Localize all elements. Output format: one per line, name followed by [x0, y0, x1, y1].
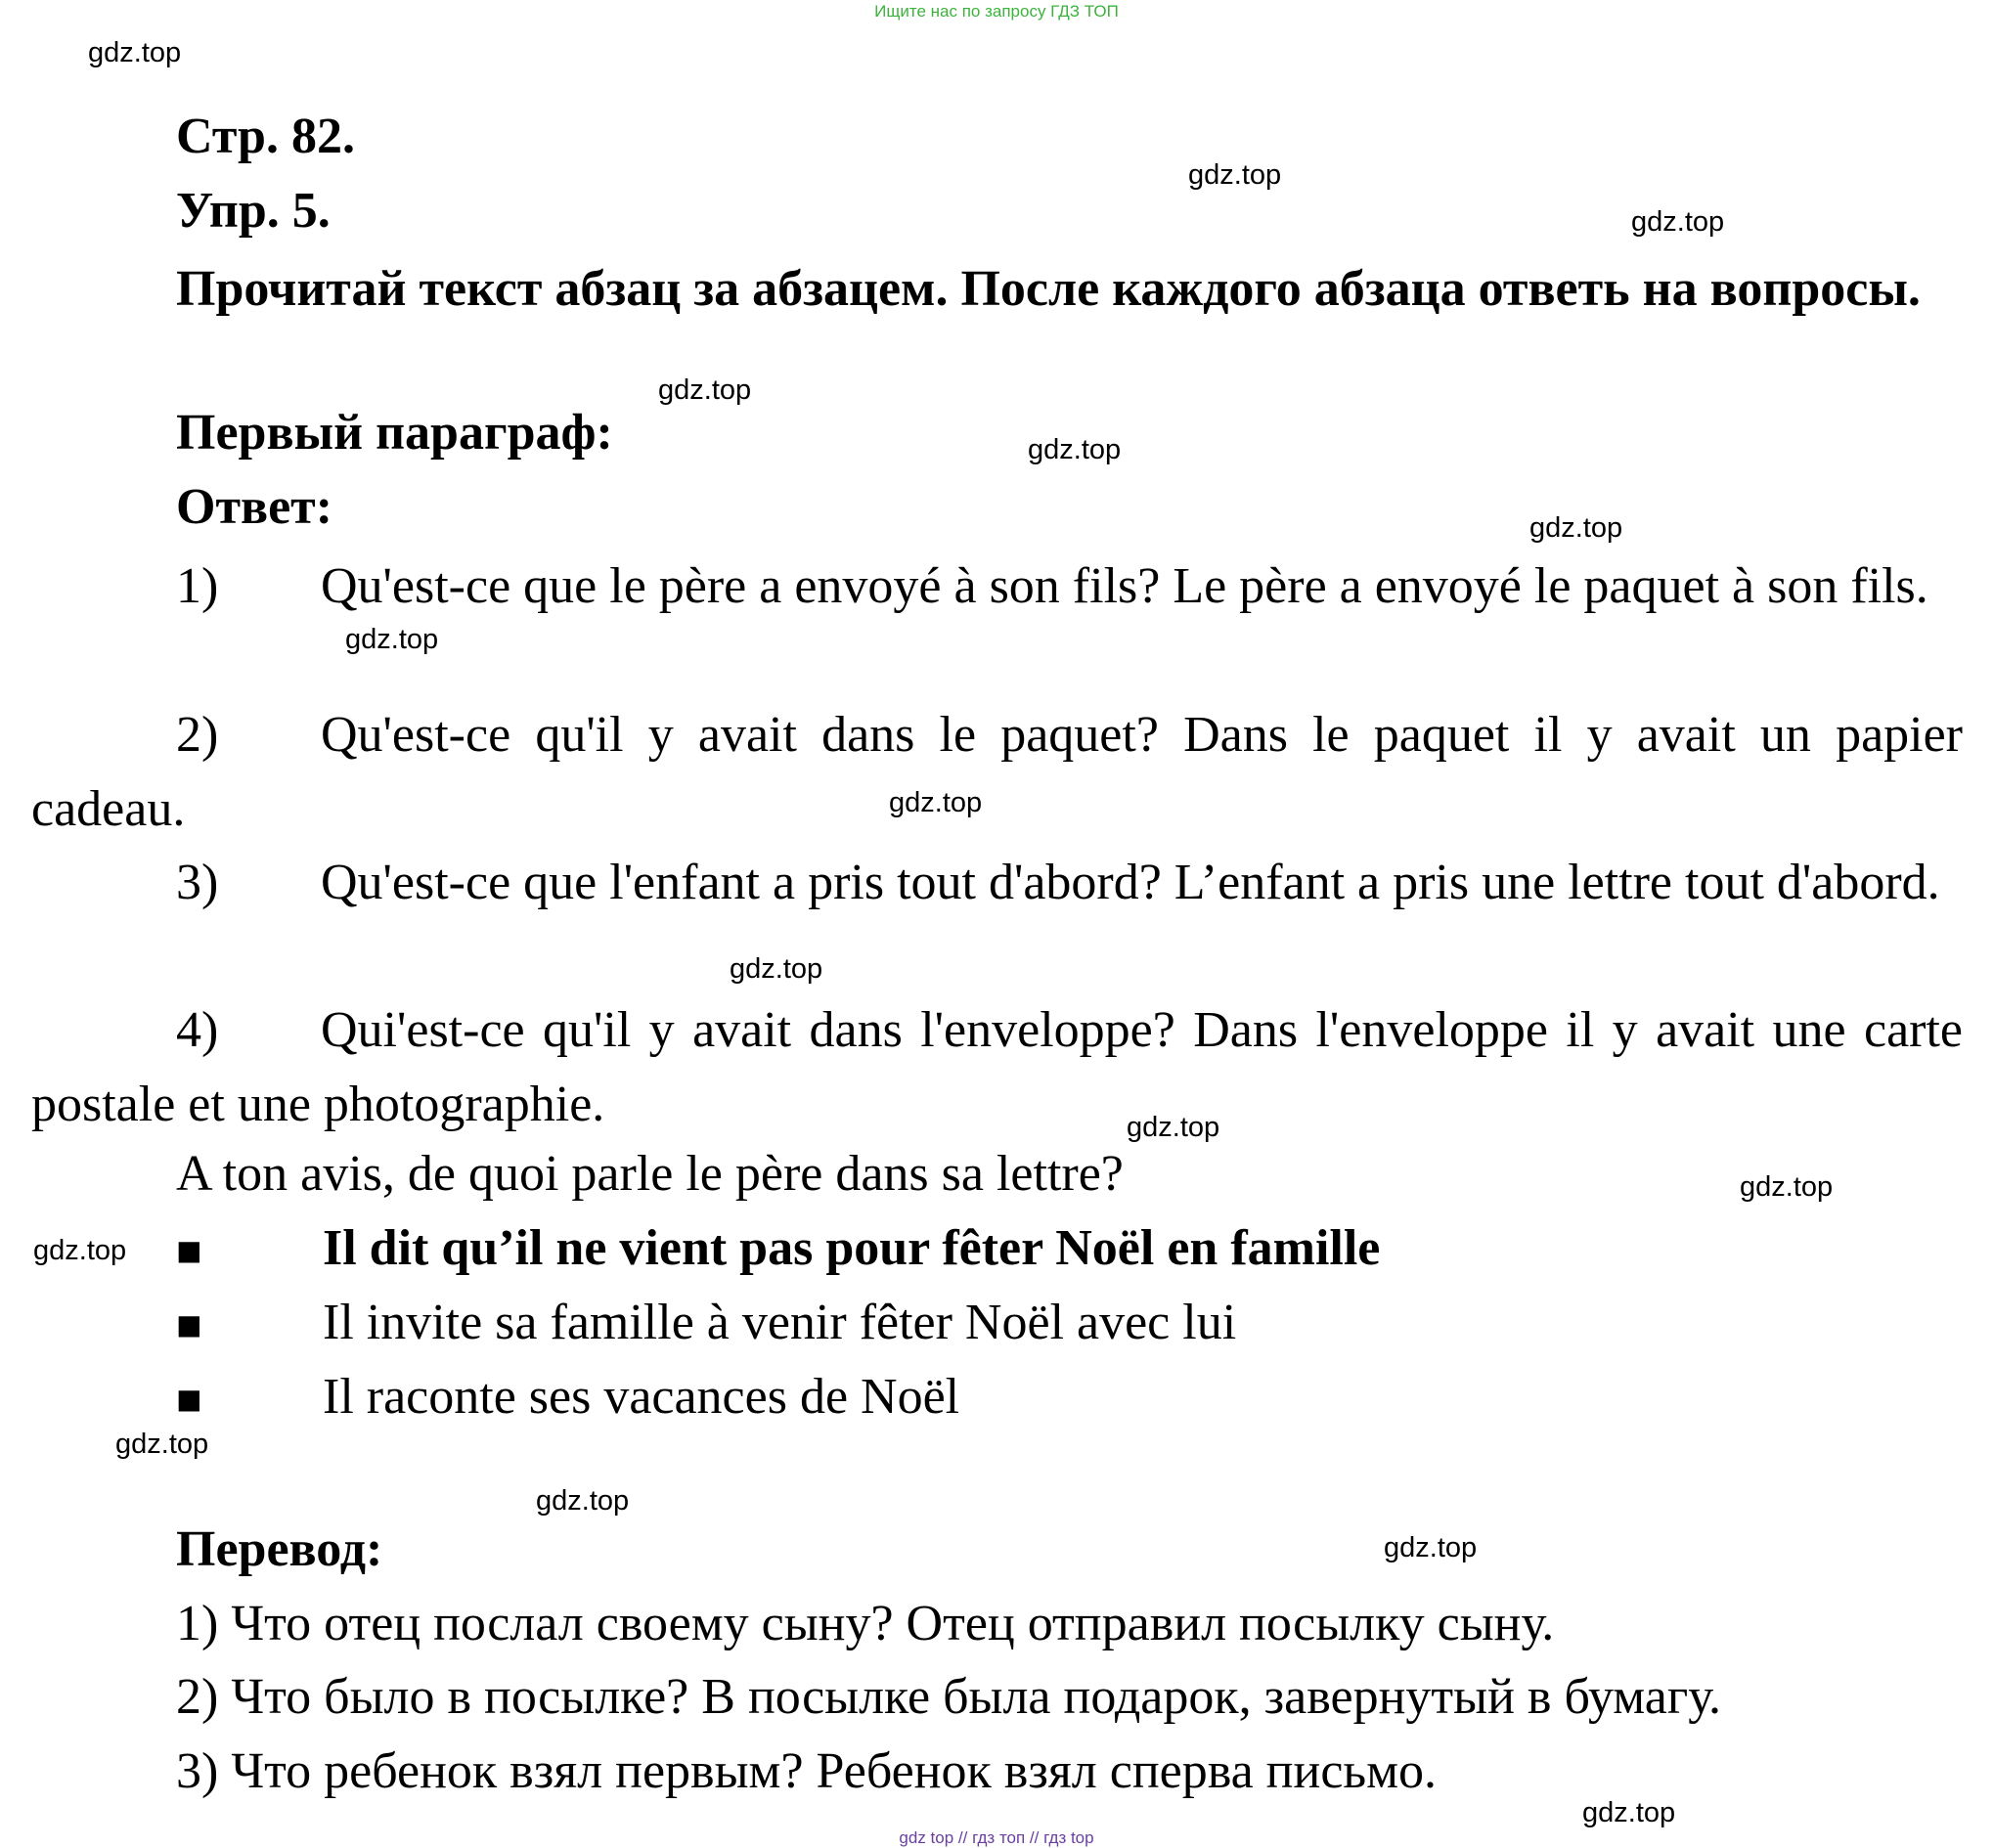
watermark: gdz.top	[536, 1485, 630, 1517]
watermark: gdz.top	[1028, 434, 1122, 465]
question: A ton avis, de quoi parle le père dans sa lettre?	[176, 1146, 1124, 1202]
instruction: Прочитай текст абзац за абзацем. После каждого абзаца ответь на вопросы.	[176, 261, 1921, 317]
option: Il raconte ses vacances de Noël	[323, 1369, 960, 1425]
footer: gdz top // гдз топ // гдз top	[899, 1828, 1094, 1847]
watermark: gdz.top	[1188, 159, 1282, 191]
watermark: gdz.top	[1740, 1171, 1834, 1203]
answer-number: 1)	[176, 558, 219, 614]
exercise-label: Упр. 5.	[176, 183, 331, 239]
translation-label: Перевод:	[176, 1521, 383, 1577]
watermark: gdz.top	[1631, 206, 1725, 238]
option: Il invite sa famille à venir fêter Noël avec lui	[323, 1295, 1237, 1350]
top-banner: Ищите нас по запросу ГДЗ ТОП	[874, 2, 1119, 21]
bullet-icon: ■	[176, 1376, 202, 1424]
watermark: gdz.top	[1529, 512, 1623, 544]
translation-line: 1) Что отец послал своему сыну? Отец отправил посылку сыну.	[176, 1596, 1555, 1651]
watermark: gdz.top	[1127, 1112, 1220, 1143]
watermark: gdz.top	[33, 1235, 127, 1266]
answer-label: Ответ:	[176, 479, 333, 535]
answer-number: 4)	[176, 1002, 219, 1058]
watermark: gdz.top	[1384, 1532, 1478, 1563]
answer-number: 3)	[176, 855, 219, 910]
translation-line: 2) Что было в посылке? В посылке была подарок, завернутый в бумагу.	[176, 1669, 1722, 1725]
bullet-icon: ■	[176, 1301, 202, 1349]
answer-text: Qu'est-ce que le père a envoyé à son fils? Le père a envoyé le paquet à son fils.	[321, 558, 1928, 614]
translation-line: 3) Что ребенок взял первым? Ребенок взял сперва письмо.	[176, 1743, 1438, 1799]
watermark: gdz.top	[1582, 1797, 1676, 1828]
page-label: Стр. 82.	[176, 109, 355, 164]
watermark: gdz.top	[345, 624, 439, 655]
watermark: gdz.top	[889, 787, 983, 818]
answer-text: Qui'est-ce qu'il y avait dans l'enveloppe? Dans l'enveloppe il y avait une carte postale et une photographie.	[31, 1002, 1963, 1132]
bullet-icon: ■	[176, 1227, 202, 1275]
answer-number: 2)	[176, 707, 219, 763]
option-selected: Il dit qu’il ne vient pas pour fêter Noël en famille	[323, 1220, 1381, 1276]
answer-item	[31, 550, 1963, 624]
watermark: gdz.top	[658, 374, 752, 406]
answer-item	[31, 698, 1963, 847]
watermark: gdz.top	[88, 37, 182, 68]
watermark: gdz.top	[115, 1429, 209, 1460]
answer-text: Qu'est-ce que l'enfant a pris tout d'abord? L’enfant a pris une lettre tout d'abord.	[321, 855, 1940, 910]
watermark: gdz.top	[730, 953, 823, 985]
section-title: Первый параграф:	[176, 405, 613, 461]
answer-item	[31, 993, 1963, 1142]
answer-item	[31, 846, 1963, 920]
answer-text: Qu'est-ce qu'il y avait dans le paquet? Dans le paquet il y avait un papier cadeau.	[31, 707, 1963, 837]
